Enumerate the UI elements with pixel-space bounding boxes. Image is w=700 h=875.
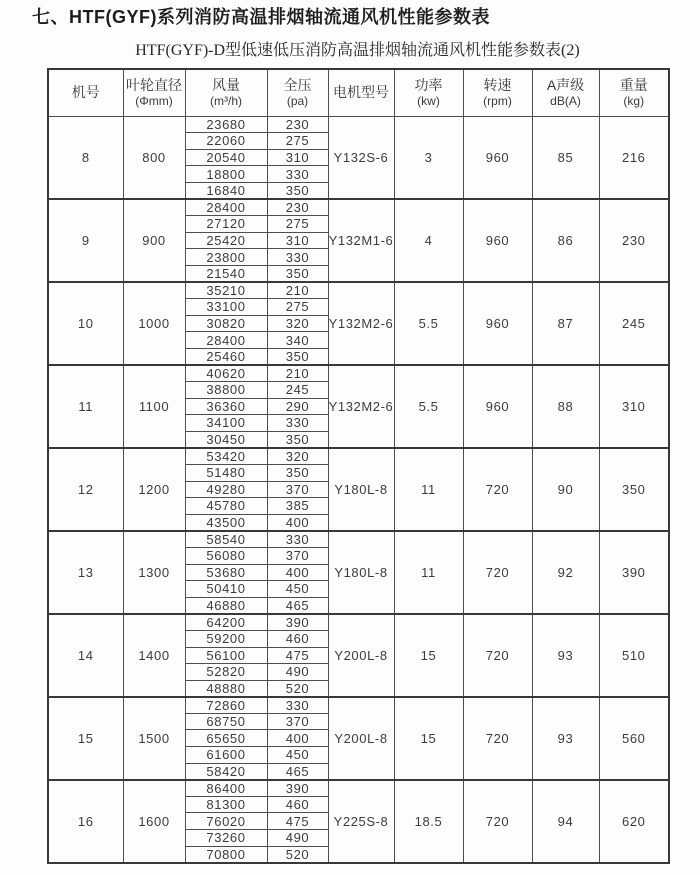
- total-pressure-cell: 370: [267, 713, 328, 730]
- air-volume-cell: 36360: [185, 398, 267, 415]
- machine-no-cell: 9: [48, 199, 123, 282]
- table-row: [48, 199, 669, 216]
- air-volume-cell: 52820: [185, 664, 267, 681]
- air-volume-cell: 25460: [185, 348, 267, 365]
- total-pressure-cell: 390: [267, 614, 328, 631]
- impeller-diameter-cell: 1500: [123, 697, 185, 780]
- air-volume-cell: 21540: [185, 265, 267, 282]
- weight-cell: 245: [599, 282, 669, 365]
- air-volume-cell: 81300: [185, 796, 267, 813]
- column-header: A声级 dB(A): [532, 69, 599, 116]
- total-pressure-cell: 310: [267, 232, 328, 249]
- total-pressure-cell: 385: [267, 498, 328, 515]
- weight-cell: 390: [599, 531, 669, 614]
- machine-no-cell: 8: [48, 116, 123, 199]
- machine-no-cell: 13: [48, 531, 123, 614]
- table-row: [48, 780, 669, 797]
- air-volume-cell: 43500: [185, 514, 267, 531]
- speed-cell: 720: [463, 780, 532, 863]
- column-header: 电机型号: [328, 69, 394, 116]
- power-cell: 11: [394, 531, 463, 614]
- power-cell: 11: [394, 448, 463, 531]
- total-pressure-cell: 320: [267, 315, 328, 332]
- air-volume-cell: 28400: [185, 199, 267, 216]
- total-pressure-cell: 460: [267, 796, 328, 813]
- total-pressure-cell: 350: [267, 265, 328, 282]
- air-volume-cell: 27120: [185, 216, 267, 233]
- air-volume-cell: 22060: [185, 133, 267, 150]
- total-pressure-cell: 370: [267, 481, 328, 498]
- noise-level-cell: 90: [532, 448, 599, 531]
- impeller-diameter-cell: 1300: [123, 531, 185, 614]
- air-volume-cell: 72860: [185, 697, 267, 714]
- total-pressure-cell: 490: [267, 830, 328, 847]
- weight-cell: 230: [599, 199, 669, 282]
- total-pressure-cell: 350: [267, 182, 328, 199]
- motor-model-cell: Y132S-6: [328, 116, 394, 199]
- total-pressure-cell: 370: [267, 547, 328, 564]
- motor-model-cell: Y180L-8: [328, 448, 394, 531]
- total-pressure-cell: 330: [267, 531, 328, 548]
- column-header: 叶轮直径 (Φmm): [123, 69, 185, 116]
- air-volume-cell: 50410: [185, 581, 267, 598]
- air-volume-cell: 35210: [185, 282, 267, 299]
- air-volume-cell: 49280: [185, 481, 267, 498]
- air-volume-cell: 18800: [185, 166, 267, 183]
- weight-cell: 350: [599, 448, 669, 531]
- air-volume-cell: 51480: [185, 464, 267, 481]
- performance-table: [47, 68, 670, 864]
- total-pressure-cell: 390: [267, 780, 328, 797]
- noise-level-cell: 93: [532, 614, 599, 697]
- impeller-diameter-cell: 900: [123, 199, 185, 282]
- total-pressure-cell: 230: [267, 116, 328, 133]
- table-body: [48, 116, 669, 863]
- machine-no-cell: 15: [48, 697, 123, 780]
- speed-cell: 960: [463, 199, 532, 282]
- table-row: [48, 282, 669, 299]
- air-volume-cell: 56080: [185, 547, 267, 564]
- air-volume-cell: 53420: [185, 448, 267, 465]
- table-row: [48, 614, 669, 631]
- power-cell: 5.5: [394, 365, 463, 448]
- air-volume-cell: 40620: [185, 365, 267, 382]
- air-volume-cell: 70800: [185, 846, 267, 863]
- total-pressure-cell: 450: [267, 581, 328, 598]
- total-pressure-cell: 400: [267, 730, 328, 747]
- total-pressure-cell: 290: [267, 398, 328, 415]
- total-pressure-cell: 275: [267, 216, 328, 233]
- total-pressure-cell: 230: [267, 199, 328, 216]
- total-pressure-cell: 490: [267, 664, 328, 681]
- impeller-diameter-cell: 1200: [123, 448, 185, 531]
- motor-model-cell: Y200L-8: [328, 614, 394, 697]
- air-volume-cell: 73260: [185, 830, 267, 847]
- machine-no-cell: 14: [48, 614, 123, 697]
- air-volume-cell: 34100: [185, 415, 267, 432]
- table-row: [48, 365, 669, 382]
- power-cell: 4: [394, 199, 463, 282]
- air-volume-cell: 86400: [185, 780, 267, 797]
- total-pressure-cell: 520: [267, 846, 328, 863]
- weight-cell: 620: [599, 780, 669, 863]
- speed-cell: 960: [463, 365, 532, 448]
- column-header: 全压 (pa): [267, 69, 328, 116]
- air-volume-cell: 23800: [185, 249, 267, 266]
- noise-level-cell: 93: [532, 697, 599, 780]
- page-subtitle: HTF(GYF)-D型低速低压消防高温排烟轴流通风机性能参数表(2): [135, 42, 580, 59]
- speed-cell: 960: [463, 116, 532, 199]
- total-pressure-cell: 275: [267, 133, 328, 150]
- power-cell: 5.5: [394, 282, 463, 365]
- total-pressure-cell: 330: [267, 415, 328, 432]
- weight-cell: 510: [599, 614, 669, 697]
- weight-cell: 560: [599, 697, 669, 780]
- air-volume-cell: 56100: [185, 647, 267, 664]
- air-volume-cell: 30450: [185, 431, 267, 448]
- table-row: [48, 116, 669, 133]
- speed-cell: 720: [463, 697, 532, 780]
- total-pressure-cell: 310: [267, 149, 328, 166]
- air-volume-cell: 30820: [185, 315, 267, 332]
- header-row: [48, 69, 669, 116]
- total-pressure-cell: 400: [267, 514, 328, 531]
- total-pressure-cell: 330: [267, 166, 328, 183]
- air-volume-cell: 61600: [185, 747, 267, 764]
- total-pressure-cell: 340: [267, 332, 328, 349]
- impeller-diameter-cell: 1400: [123, 614, 185, 697]
- power-cell: 15: [394, 614, 463, 697]
- air-volume-cell: 65650: [185, 730, 267, 747]
- total-pressure-cell: 475: [267, 647, 328, 664]
- total-pressure-cell: 465: [267, 597, 328, 614]
- machine-no-cell: 16: [48, 780, 123, 863]
- total-pressure-cell: 350: [267, 464, 328, 481]
- weight-cell: 310: [599, 365, 669, 448]
- table-row: [48, 448, 669, 465]
- total-pressure-cell: 210: [267, 365, 328, 382]
- air-volume-cell: 38800: [185, 382, 267, 399]
- motor-model-cell: Y180L-8: [328, 531, 394, 614]
- power-cell: 18.5: [394, 780, 463, 863]
- total-pressure-cell: 245: [267, 382, 328, 399]
- impeller-diameter-cell: 1600: [123, 780, 185, 863]
- total-pressure-cell: 330: [267, 697, 328, 714]
- noise-level-cell: 88: [532, 365, 599, 448]
- impeller-diameter-cell: 800: [123, 116, 185, 199]
- machine-no-cell: 10: [48, 282, 123, 365]
- air-volume-cell: 33100: [185, 299, 267, 316]
- column-header: 转速 (rpm): [463, 69, 532, 116]
- machine-no-cell: 12: [48, 448, 123, 531]
- air-volume-cell: 58420: [185, 763, 267, 780]
- air-volume-cell: 48880: [185, 680, 267, 697]
- air-volume-cell: 25420: [185, 232, 267, 249]
- air-volume-cell: 45780: [185, 498, 267, 515]
- total-pressure-cell: 210: [267, 282, 328, 299]
- machine-no-cell: 11: [48, 365, 123, 448]
- page-title: 七、HTF(GYF)系列消防高温排烟轴流通风机性能参数表: [32, 7, 490, 27]
- noise-level-cell: 86: [532, 199, 599, 282]
- motor-model-cell: Y132M2-6: [328, 365, 394, 448]
- speed-cell: 720: [463, 448, 532, 531]
- noise-level-cell: 94: [532, 780, 599, 863]
- air-volume-cell: 76020: [185, 813, 267, 830]
- table-row: [48, 531, 669, 548]
- motor-model-cell: Y132M2-6: [328, 282, 394, 365]
- total-pressure-cell: 400: [267, 564, 328, 581]
- air-volume-cell: 53680: [185, 564, 267, 581]
- power-cell: 15: [394, 697, 463, 780]
- total-pressure-cell: 460: [267, 630, 328, 647]
- motor-model-cell: Y225S-8: [328, 780, 394, 863]
- air-volume-cell: 28400: [185, 332, 267, 349]
- noise-level-cell: 87: [532, 282, 599, 365]
- total-pressure-cell: 275: [267, 299, 328, 316]
- air-volume-cell: 16840: [185, 182, 267, 199]
- total-pressure-cell: 475: [267, 813, 328, 830]
- air-volume-cell: 46880: [185, 597, 267, 614]
- air-volume-cell: 20540: [185, 149, 267, 166]
- air-volume-cell: 23680: [185, 116, 267, 133]
- total-pressure-cell: 350: [267, 431, 328, 448]
- table-row: [48, 697, 669, 714]
- air-volume-cell: 59200: [185, 630, 267, 647]
- column-header: 风量 (m³/h): [185, 69, 267, 116]
- column-header: 功率 (kw): [394, 69, 463, 116]
- noise-level-cell: 92: [532, 531, 599, 614]
- speed-cell: 960: [463, 282, 532, 365]
- noise-level-cell: 85: [532, 116, 599, 199]
- air-volume-cell: 68750: [185, 713, 267, 730]
- column-header: 重量 (kg): [599, 69, 669, 116]
- total-pressure-cell: 350: [267, 348, 328, 365]
- weight-cell: 216: [599, 116, 669, 199]
- speed-cell: 720: [463, 531, 532, 614]
- motor-model-cell: Y132M1-6: [328, 199, 394, 282]
- total-pressure-cell: 465: [267, 763, 328, 780]
- impeller-diameter-cell: 1100: [123, 365, 185, 448]
- impeller-diameter-cell: 1000: [123, 282, 185, 365]
- total-pressure-cell: 450: [267, 747, 328, 764]
- total-pressure-cell: 520: [267, 680, 328, 697]
- air-volume-cell: 64200: [185, 614, 267, 631]
- column-header: 机号: [48, 69, 123, 116]
- power-cell: 3: [394, 116, 463, 199]
- motor-model-cell: Y200L-8: [328, 697, 394, 780]
- air-volume-cell: 58540: [185, 531, 267, 548]
- total-pressure-cell: 330: [267, 249, 328, 266]
- speed-cell: 720: [463, 614, 532, 697]
- total-pressure-cell: 320: [267, 448, 328, 465]
